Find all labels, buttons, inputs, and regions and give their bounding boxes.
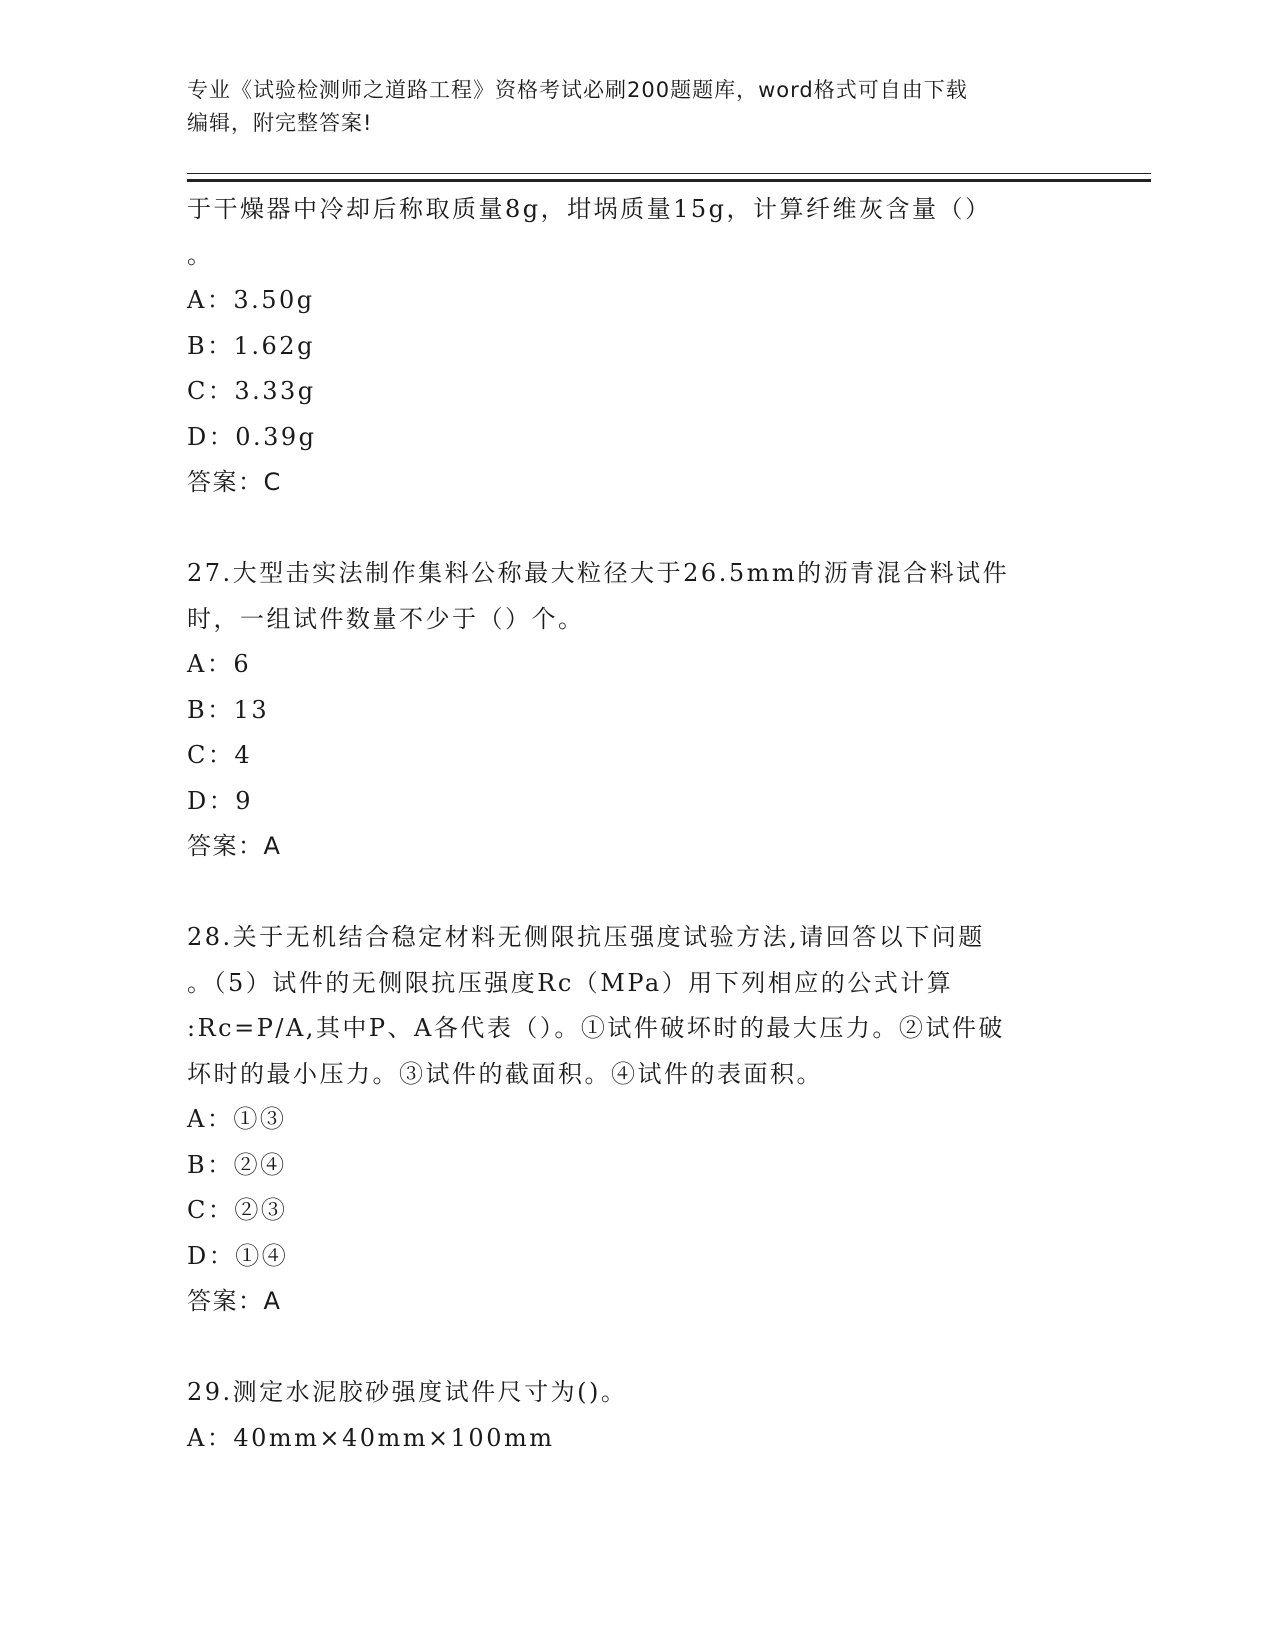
option-d: D：9 — [187, 786, 254, 815]
question-stem: 坏时的最小压力。③试件的截面积。④试件的表面积。 — [187, 1059, 823, 1088]
option-b: B：1.62g — [187, 331, 315, 360]
spacer — [187, 1325, 1087, 1371]
option-c: C：4 — [187, 741, 253, 769]
option-b: B：13 — [187, 695, 270, 724]
question-stem: 29.测定水泥胶砂强度试件尺寸为()。 — [187, 1378, 628, 1406]
document-header — [187, 74, 1087, 140]
question-26 — [187, 187, 1087, 506]
option-d: D：①④ — [187, 1241, 289, 1270]
question-stem: 时，一组试件数量不少于（）个。 — [187, 604, 585, 633]
option-a: A：①③ — [187, 1105, 287, 1133]
question-stem: 27.大型击实法制作集料公称最大粒径大于26.5mm的沥青混合料试件 — [187, 559, 1010, 587]
question-stem: 。 — [187, 240, 214, 269]
question-stem: 28.关于无机结合稳定材料无侧限抗压强度试验方法,请回答以下问题 — [187, 923, 985, 951]
answer-label: 答案：A — [187, 832, 282, 860]
spacer — [187, 506, 1087, 552]
header-divider-thin — [187, 173, 1151, 174]
option-a: A：40mm×40mm×100mm — [187, 1423, 555, 1452]
question-stem: 于干燥器中冷却后称取质量8g，坩埚质量15g，计算纤维灰含量（） — [187, 195, 992, 223]
question-stem: :Rc=P/A,其中P、A各代表（）。①试件破坏时的最大压力。②试件破 — [187, 1014, 1005, 1042]
header-title-line-1: 专业《试验检测师之道路工程》资格考试必刷200题题库，word格式可自由下载 — [187, 78, 968, 102]
answer-label: 答案：A — [187, 1287, 282, 1315]
header-title-line-2: 编辑，附完整答案! — [187, 111, 373, 135]
option-b: B：②④ — [187, 1150, 287, 1179]
option-a: A：3.50g — [187, 286, 315, 314]
option-c: C：②③ — [187, 1196, 288, 1224]
header-divider-thick — [187, 179, 1151, 182]
question-29 — [187, 1370, 1087, 1461]
question-28 — [187, 915, 1087, 1325]
option-d: D：0.39g — [187, 422, 317, 451]
question-list — [187, 187, 1087, 1461]
spacer — [187, 870, 1087, 916]
question-27 — [187, 551, 1087, 870]
answer-label: 答案：C — [187, 468, 282, 496]
option-c: C：3.33g — [187, 377, 316, 405]
option-a: A：6 — [187, 650, 252, 678]
question-stem: 。（5）试件的无侧限抗压强度Rc（MPa）用下列相应的公式计算 — [187, 968, 954, 997]
